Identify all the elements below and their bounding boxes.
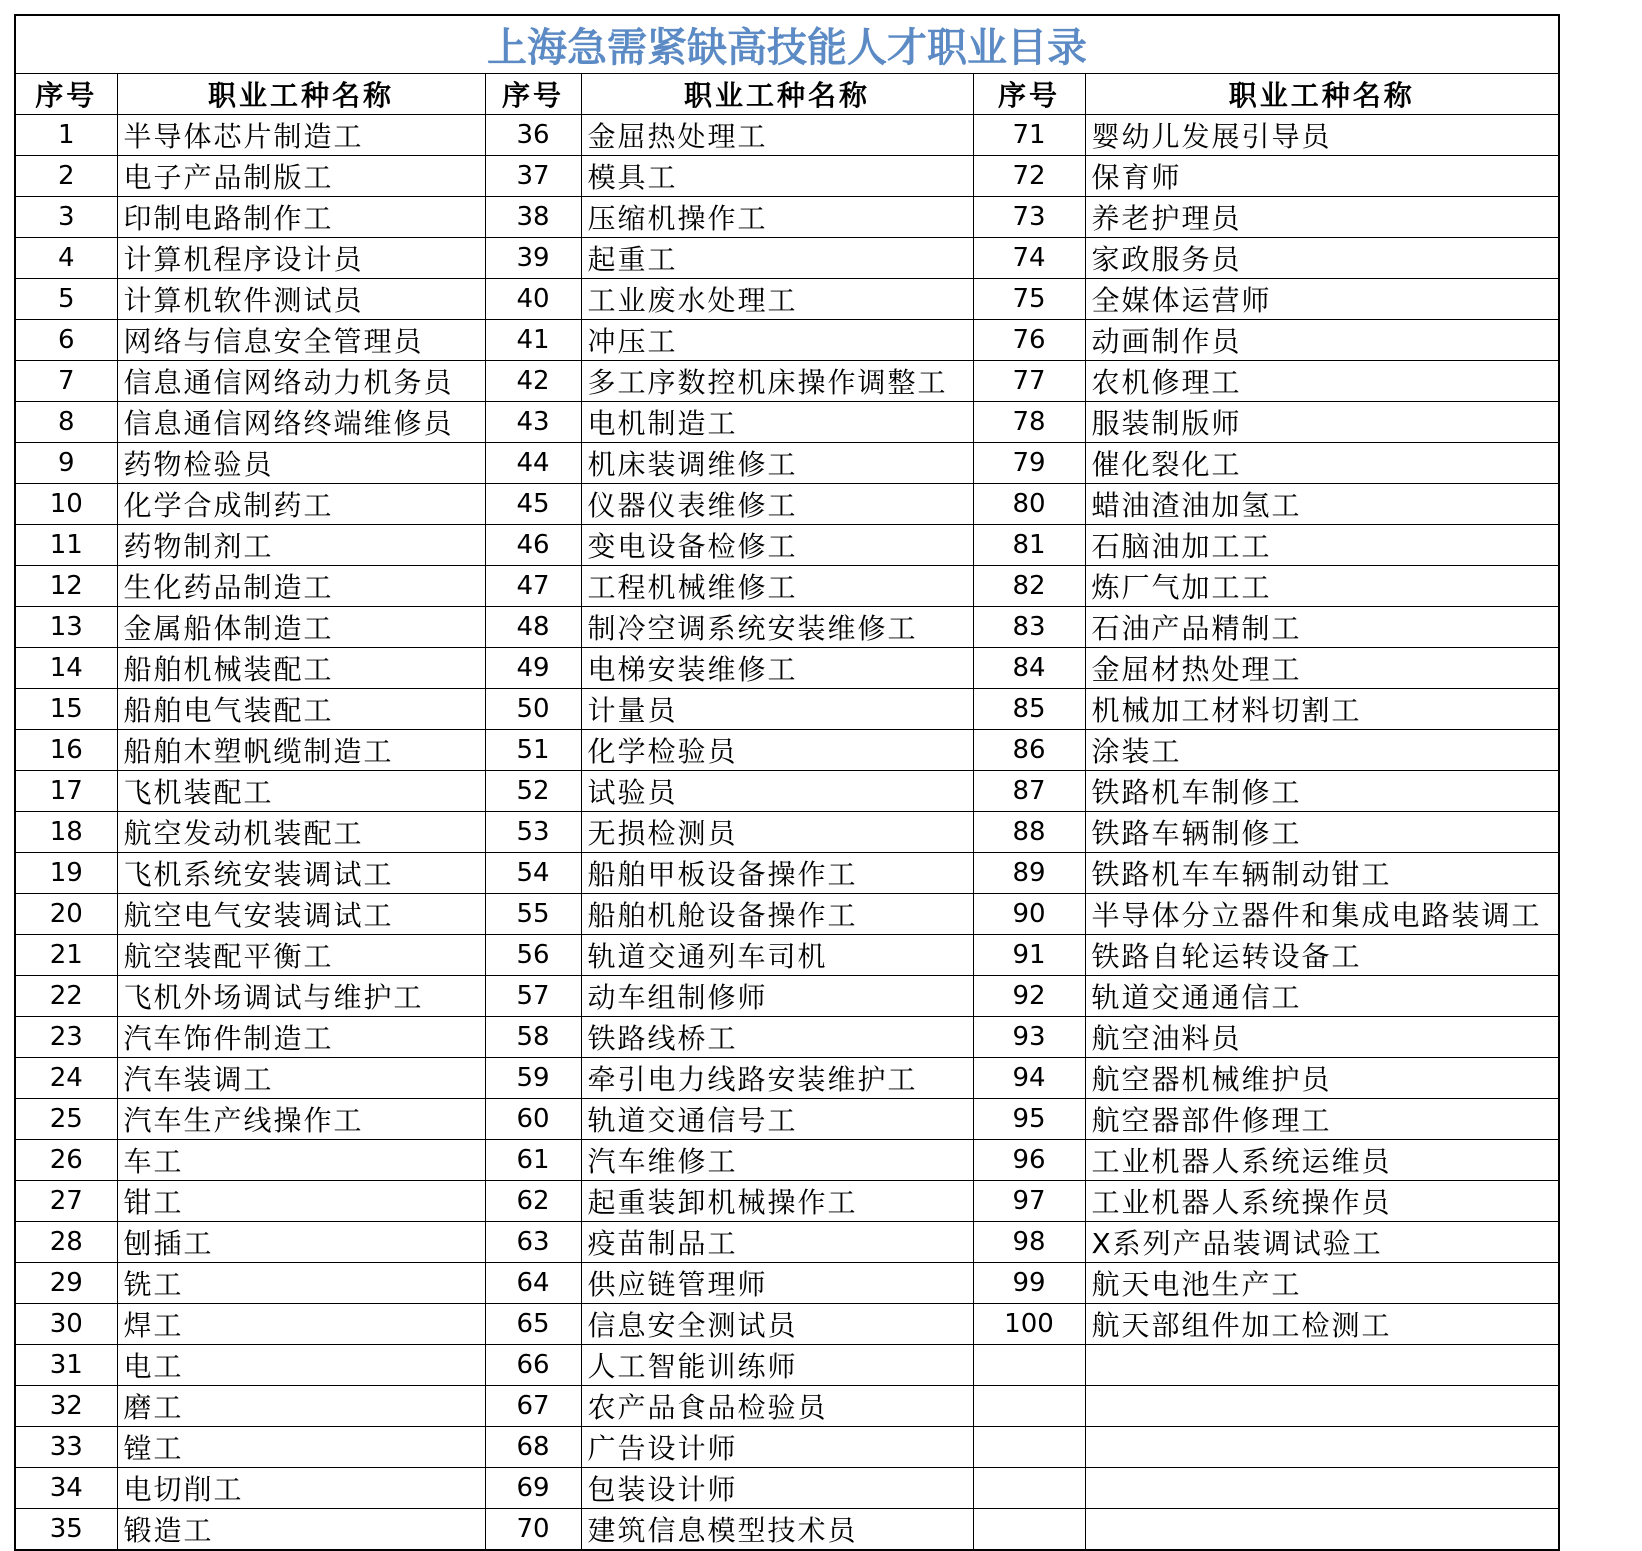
row-number: 42: [485, 361, 581, 402]
occupation-name: 涂装工: [1085, 730, 1559, 771]
header-name-3: 职业工种名称: [1085, 74, 1559, 115]
row-number: 28: [15, 1222, 117, 1263]
table-row: [15, 1468, 1559, 1509]
row-number: 78: [973, 402, 1085, 443]
row-number: 84: [973, 648, 1085, 689]
table-row: [15, 320, 1559, 361]
row-number: 43: [485, 402, 581, 443]
row-number: 2: [15, 156, 117, 197]
row-number: 90: [973, 894, 1085, 935]
row-number: 64: [485, 1263, 581, 1304]
row-number: 11: [15, 525, 117, 566]
row-number: 99: [973, 1263, 1085, 1304]
occupation-name: 金屈材热处理工: [1085, 648, 1559, 689]
occupation-name: 轨道交通列车司机: [581, 935, 973, 976]
occupation-name: 起重装卸机械操作工: [581, 1181, 973, 1222]
table-row: [15, 1099, 1559, 1140]
table-row: [15, 1181, 1559, 1222]
row-number: 81: [973, 525, 1085, 566]
row-number: 67: [485, 1386, 581, 1427]
table-row: [15, 361, 1559, 402]
row-number: 30: [15, 1304, 117, 1345]
occupation-name: 计算机软件测试员: [117, 279, 485, 320]
header-seq-3: 序号: [973, 74, 1085, 115]
row-number: 16: [15, 730, 117, 771]
row-number: 66: [485, 1345, 581, 1386]
row-number: 72: [973, 156, 1085, 197]
occupation-name: 电机制造工: [581, 402, 973, 443]
occupation-name: 铣工: [117, 1263, 485, 1304]
occupation-name: 化学检验员: [581, 730, 973, 771]
occupation-name: 多工序数控机床操作调整工: [581, 361, 973, 402]
occupation-name: 轨道交通通信工: [1085, 976, 1559, 1017]
occupation-table: [14, 14, 1560, 1551]
occupation-name: 汽车饰件制造工: [117, 1017, 485, 1058]
row-number: 60: [485, 1099, 581, 1140]
table-row: [15, 976, 1559, 1017]
row-number: 27: [15, 1181, 117, 1222]
row-number: 70: [485, 1509, 581, 1551]
occupation-name: 广告设计师: [581, 1427, 973, 1468]
occupation-name: 工业废水处理工: [581, 279, 973, 320]
table-row: [15, 238, 1559, 279]
table-row: [15, 1017, 1559, 1058]
occupation-name: 炼厂气加工工: [1085, 566, 1559, 607]
occupation-name: 铁路机车车辆制动钳工: [1085, 853, 1559, 894]
occupation-name: 航天部组件加工检测工: [1085, 1304, 1559, 1345]
table-row: [15, 648, 1559, 689]
occupation-name: 航空器机械维护员: [1085, 1058, 1559, 1099]
row-number: 96: [973, 1140, 1085, 1181]
occupation-name: 铁路自轮运转设备工: [1085, 935, 1559, 976]
occupation-name: 刨插工: [117, 1222, 485, 1263]
occupation-name: 养老护理员: [1085, 197, 1559, 238]
row-number: 25: [15, 1099, 117, 1140]
title-row: [15, 15, 1559, 74]
occupation-name: 钳工: [117, 1181, 485, 1222]
row-number: 52: [485, 771, 581, 812]
row-number: 100: [973, 1304, 1085, 1345]
occupation-name: 飞机系统安装调试工: [117, 853, 485, 894]
row-number: 58: [485, 1017, 581, 1058]
occupation-name: 模具工: [581, 156, 973, 197]
occupation-name: 制冷空调系统安装维修工: [581, 607, 973, 648]
row-number: 69: [485, 1468, 581, 1509]
row-number: 17: [15, 771, 117, 812]
occupation-name: 金屈热处理工: [581, 115, 973, 156]
table-row: [15, 771, 1559, 812]
occupation-name: 婴幼儿发展引导员: [1085, 115, 1559, 156]
occupation-name: 机床装调维修工: [581, 443, 973, 484]
occupation-name: 金属船体制造工: [117, 607, 485, 648]
row-number: 5: [15, 279, 117, 320]
occupation-name: 航空器部件修理工: [1085, 1099, 1559, 1140]
row-number: 14: [15, 648, 117, 689]
row-number: 29: [15, 1263, 117, 1304]
row-number: 23: [15, 1017, 117, 1058]
occupation-name: 农机修理工: [1085, 361, 1559, 402]
occupation-name: 船舶甲板设备操作工: [581, 853, 973, 894]
occupation-name: 牵引电力线路安装维护工: [581, 1058, 973, 1099]
row-number: [973, 1427, 1085, 1468]
row-number: 87: [973, 771, 1085, 812]
row-number: 8: [15, 402, 117, 443]
page-title: 上海急需紧缺高技能人才职业目录: [15, 15, 1559, 74]
row-number: 51: [485, 730, 581, 771]
table-row: [15, 1222, 1559, 1263]
table-row: [15, 197, 1559, 238]
occupation-name: 信息安全测试员: [581, 1304, 973, 1345]
row-number: 1: [15, 115, 117, 156]
occupation-name: 计量员: [581, 689, 973, 730]
row-number: 41: [485, 320, 581, 361]
occupation-name: 航空装配平衡工: [117, 935, 485, 976]
table-row: [15, 402, 1559, 443]
occupation-name: 工业机器人系统运维员: [1085, 1140, 1559, 1181]
occupation-name: X系列产品装调试验工: [1085, 1222, 1559, 1263]
occupation-name: 信息通信网络动力机务员: [117, 361, 485, 402]
header-seq-2: 序号: [485, 74, 581, 115]
table-row: [15, 443, 1559, 484]
row-number: 75: [973, 279, 1085, 320]
row-number: 55: [485, 894, 581, 935]
occupation-name: 人工智能训练师: [581, 1345, 973, 1386]
table-row: [15, 1263, 1559, 1304]
occupation-name: 机械加工材料切割工: [1085, 689, 1559, 730]
occupation-name: 飞机装配工: [117, 771, 485, 812]
occupation-name: 工业机器人系统操作员: [1085, 1181, 1559, 1222]
occupation-name: 动画制作员: [1085, 320, 1559, 361]
row-number: 32: [15, 1386, 117, 1427]
row-number: 34: [15, 1468, 117, 1509]
table-row: [15, 1509, 1559, 1551]
occupation-name: 铁路机车制修工: [1085, 771, 1559, 812]
row-number: 73: [973, 197, 1085, 238]
row-number: 92: [973, 976, 1085, 1017]
occupation-name: 印制电路制作工: [117, 197, 485, 238]
row-number: 57: [485, 976, 581, 1017]
occupation-name: 铁路线桥工: [581, 1017, 973, 1058]
header-name-1: 职业工种名称: [117, 74, 485, 115]
row-number: 50: [485, 689, 581, 730]
row-number: 36: [485, 115, 581, 156]
row-number: 13: [15, 607, 117, 648]
occupation-name: 变电设备检修工: [581, 525, 973, 566]
row-number: 61: [485, 1140, 581, 1181]
table-row: [15, 1140, 1559, 1181]
row-number: 39: [485, 238, 581, 279]
table-row: [15, 1304, 1559, 1345]
occupation-name: [1085, 1386, 1559, 1427]
occupation-name: 压缩机操作工: [581, 197, 973, 238]
row-number: 9: [15, 443, 117, 484]
occupation-name: [1085, 1345, 1559, 1386]
row-number: 15: [15, 689, 117, 730]
occupation-name: 生化药品制造工: [117, 566, 485, 607]
row-number: 88: [973, 812, 1085, 853]
occupation-name: 全媒体运营师: [1085, 279, 1559, 320]
table-row: [15, 894, 1559, 935]
table-row: [15, 607, 1559, 648]
table-row: [15, 1058, 1559, 1099]
row-number: 56: [485, 935, 581, 976]
occupation-name: 半导体芯片制造工: [117, 115, 485, 156]
occupation-name: 石油产品精制工: [1085, 607, 1559, 648]
occupation-name: 铁路车辆制修工: [1085, 812, 1559, 853]
table-row: [15, 853, 1559, 894]
row-number: 7: [15, 361, 117, 402]
row-number: 45: [485, 484, 581, 525]
occupation-name: 网络与信息安全管理员: [117, 320, 485, 361]
row-number: 10: [15, 484, 117, 525]
table-row: [15, 525, 1559, 566]
row-number: 44: [485, 443, 581, 484]
row-number: 26: [15, 1140, 117, 1181]
row-number: 31: [15, 1345, 117, 1386]
occupation-name: 建筑信息模型技术员: [581, 1509, 973, 1551]
row-number: 12: [15, 566, 117, 607]
table-row: [15, 566, 1559, 607]
row-number: 33: [15, 1427, 117, 1468]
table-row: [15, 1427, 1559, 1468]
row-number: 49: [485, 648, 581, 689]
table-row: [15, 279, 1559, 320]
occupation-name: 航空发动机装配工: [117, 812, 485, 853]
occupation-name: 车工: [117, 1140, 485, 1181]
occupation-name: [1085, 1468, 1559, 1509]
occupation-name: 船舶电气装配工: [117, 689, 485, 730]
table-row: [15, 115, 1559, 156]
occupation-name: 供应链管理师: [581, 1263, 973, 1304]
table-row: [15, 689, 1559, 730]
header-seq-1: 序号: [15, 74, 117, 115]
occupation-name: 保育师: [1085, 156, 1559, 197]
table-row: [15, 1345, 1559, 1386]
row-number: 63: [485, 1222, 581, 1263]
row-number: 6: [15, 320, 117, 361]
row-number: 97: [973, 1181, 1085, 1222]
occupation-name: 工程机械维修工: [581, 566, 973, 607]
row-number: 37: [485, 156, 581, 197]
occupation-name: 家政服务员: [1085, 238, 1559, 279]
row-number: 82: [973, 566, 1085, 607]
occupation-name: 无损检测员: [581, 812, 973, 853]
occupation-name: 船舶木塑帆缆制造工: [117, 730, 485, 771]
occupation-name: 农产品食品检验员: [581, 1386, 973, 1427]
occupation-name: 航天电池生产工: [1085, 1263, 1559, 1304]
row-number: 18: [15, 812, 117, 853]
row-number: 71: [973, 115, 1085, 156]
occupation-name: 汽车维修工: [581, 1140, 973, 1181]
row-number: 19: [15, 853, 117, 894]
row-number: 3: [15, 197, 117, 238]
occupation-name: 服装制版师: [1085, 402, 1559, 443]
row-number: 79: [973, 443, 1085, 484]
row-number: 94: [973, 1058, 1085, 1099]
row-number: 48: [485, 607, 581, 648]
row-number: 83: [973, 607, 1085, 648]
row-number: [973, 1345, 1085, 1386]
table-row: [15, 812, 1559, 853]
row-number: 68: [485, 1427, 581, 1468]
row-number: 91: [973, 935, 1085, 976]
occupation-name: 电子产品制版工: [117, 156, 485, 197]
row-number: 46: [485, 525, 581, 566]
table-row: [15, 730, 1559, 771]
occupation-name: 轨道交通信号工: [581, 1099, 973, 1140]
occupation-name: 锻造工: [117, 1509, 485, 1551]
occupation-name: 汽车生产线操作工: [117, 1099, 485, 1140]
row-number: 47: [485, 566, 581, 607]
occupation-name: 冲压工: [581, 320, 973, 361]
table-row: [15, 156, 1559, 197]
occupation-name: 焊工: [117, 1304, 485, 1345]
occupation-name: 磨工: [117, 1386, 485, 1427]
row-number: 80: [973, 484, 1085, 525]
row-number: [973, 1386, 1085, 1427]
occupation-name: 石脑油加工工: [1085, 525, 1559, 566]
row-number: 40: [485, 279, 581, 320]
row-number: [973, 1468, 1085, 1509]
occupation-name: 航空油料员: [1085, 1017, 1559, 1058]
occupation-name: 船舶机械装配工: [117, 648, 485, 689]
occupation-name: 镗工: [117, 1427, 485, 1468]
occupation-name: 试验员: [581, 771, 973, 812]
occupation-name: [1085, 1509, 1559, 1551]
occupation-name: 电切削工: [117, 1468, 485, 1509]
row-number: 85: [973, 689, 1085, 730]
occupation-name: 仪器仪表维修工: [581, 484, 973, 525]
occupation-name: 半导体分立器件和集成电路装调工: [1085, 894, 1559, 935]
occupation-name: 信息通信网络终端维修员: [117, 402, 485, 443]
row-number: 38: [485, 197, 581, 238]
row-number: 98: [973, 1222, 1085, 1263]
occupation-name: 飞机外场调试与维护工: [117, 976, 485, 1017]
occupation-name: 催化裂化工: [1085, 443, 1559, 484]
occupation-name: 化学合成制药工: [117, 484, 485, 525]
row-number: 53: [485, 812, 581, 853]
occupation-name: 计算机程序设计员: [117, 238, 485, 279]
occupation-name: 蜡油渣油加氢工: [1085, 484, 1559, 525]
occupation-name: [1085, 1427, 1559, 1468]
occupation-name: 药物检验员: [117, 443, 485, 484]
row-number: 86: [973, 730, 1085, 771]
occupation-name: 船舶机舱设备操作工: [581, 894, 973, 935]
occupation-name: 动车组制修师: [581, 976, 973, 1017]
row-number: 77: [973, 361, 1085, 402]
row-number: 4: [15, 238, 117, 279]
occupation-name: 药物制剂工: [117, 525, 485, 566]
table-row: [15, 1386, 1559, 1427]
table-row: [15, 935, 1559, 976]
occupation-name: 航空电气安装调试工: [117, 894, 485, 935]
header-row: [15, 74, 1559, 115]
row-number: 21: [15, 935, 117, 976]
row-number: 54: [485, 853, 581, 894]
row-number: 22: [15, 976, 117, 1017]
row-number: 74: [973, 238, 1085, 279]
occupation-name: 电梯安装维修工: [581, 648, 973, 689]
table-row: [15, 484, 1559, 525]
header-name-2: 职业工种名称: [581, 74, 973, 115]
row-number: 76: [973, 320, 1085, 361]
row-number: [973, 1509, 1085, 1551]
row-number: 65: [485, 1304, 581, 1345]
occupation-name: 汽车装调工: [117, 1058, 485, 1099]
row-number: 89: [973, 853, 1085, 894]
row-number: 59: [485, 1058, 581, 1099]
occupation-name: 包装设计师: [581, 1468, 973, 1509]
row-number: 35: [15, 1509, 117, 1551]
row-number: 20: [15, 894, 117, 935]
occupation-name: 起重工: [581, 238, 973, 279]
occupation-name: 电工: [117, 1345, 485, 1386]
row-number: 95: [973, 1099, 1085, 1140]
row-number: 93: [973, 1017, 1085, 1058]
row-number: 62: [485, 1181, 581, 1222]
row-number: 24: [15, 1058, 117, 1099]
occupation-name: 疫苗制品工: [581, 1222, 973, 1263]
